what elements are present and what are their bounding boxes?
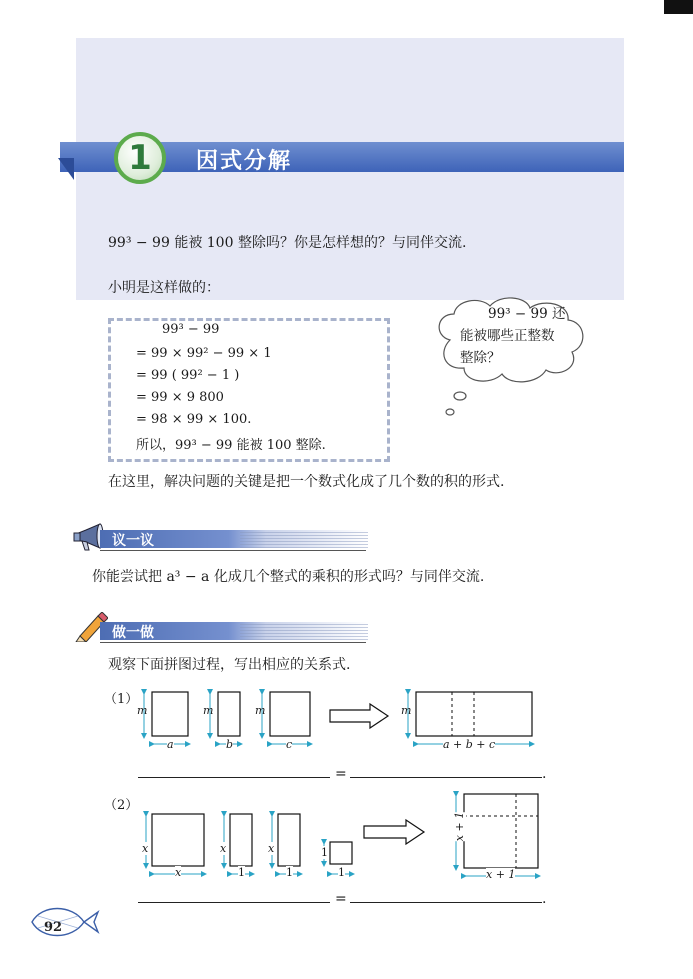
calc-line: 99³ − 99 bbox=[162, 322, 220, 337]
dim-m: m bbox=[255, 704, 266, 717]
dim-1: 1 bbox=[321, 846, 328, 859]
activity-title: 做一做 bbox=[112, 625, 154, 641]
intro-question bbox=[108, 234, 466, 252]
dim-x-plus-1: x + 1 bbox=[486, 868, 516, 881]
dim-x: x bbox=[268, 842, 275, 855]
figure-1-label: （1） bbox=[104, 692, 139, 707]
intro-question-text: 99³ − 99 能被 100 整除吗？你是怎样想的？与同伴交流. bbox=[108, 235, 467, 251]
dim-m: m bbox=[203, 704, 214, 717]
answer-blank-left[interactable] bbox=[138, 902, 330, 903]
answer-blank-right[interactable] bbox=[350, 777, 542, 778]
xiaoming-text: 小明是这样做的： bbox=[108, 280, 220, 296]
dim-a-b-c: a + b + c bbox=[443, 738, 496, 751]
bubble-line: 99³ − 99 还 bbox=[488, 306, 566, 322]
dim-x: x bbox=[142, 842, 149, 855]
dim-1: 1 bbox=[238, 866, 245, 879]
section-number-badge: 1 bbox=[114, 132, 166, 184]
page-number: 92 bbox=[44, 920, 63, 935]
dim-1: 1 bbox=[286, 866, 293, 879]
answer-blank-left[interactable] bbox=[138, 777, 330, 778]
summary-text: 在这里，解决问题的关键是把一个数式化成了几个数的积的形式. bbox=[108, 474, 505, 490]
dim-b: b bbox=[226, 738, 234, 751]
answer-blank-right[interactable] bbox=[350, 902, 542, 903]
corner-mark bbox=[664, 0, 693, 14]
discuss-text: 你能尝试把 a³ − a 化成几个整式的乘积的形式吗？与同伴交流. bbox=[92, 569, 485, 585]
discuss-header-hatch bbox=[240, 530, 368, 548]
calc-line: = 99 × 9 800 bbox=[136, 390, 224, 405]
activity-underline bbox=[100, 642, 366, 643]
section-title: 因式分解 bbox=[196, 149, 293, 174]
calc-line: = 99 ( 99² − 1 ) bbox=[136, 368, 240, 383]
dim-c: c bbox=[286, 738, 293, 751]
dim-x: x bbox=[220, 842, 227, 855]
title-fold bbox=[58, 158, 74, 180]
dim-m: m bbox=[401, 704, 412, 717]
dim-1: 1 bbox=[338, 866, 345, 879]
calc-line: = 99 × 99² − 99 × 1 bbox=[136, 346, 272, 361]
dim-a: a bbox=[167, 738, 174, 751]
period: . bbox=[542, 766, 547, 782]
equals-sign: = bbox=[335, 891, 347, 907]
calc-line: = 98 × 99 × 100. bbox=[136, 412, 252, 427]
dim-x-plus-1: x + 1 bbox=[453, 811, 467, 842]
activity-header-hatch bbox=[240, 622, 368, 640]
bubble-line: 整除？ bbox=[460, 350, 501, 366]
figure-2-label: （2） bbox=[104, 798, 139, 813]
discuss-underline bbox=[100, 550, 366, 551]
dim-m: m bbox=[137, 704, 148, 717]
fish-ornament-icon bbox=[28, 900, 100, 944]
bubble-line: 能被哪些正整数 bbox=[460, 328, 555, 344]
period: . bbox=[542, 891, 547, 907]
activity-text: 观察下面拼图过程，写出相应的关系式. bbox=[108, 657, 351, 673]
discuss-title: 议一议 bbox=[112, 533, 154, 549]
dim-x: x bbox=[175, 866, 182, 879]
equals-sign: = bbox=[335, 766, 347, 782]
calc-line: 所以，99³ − 99 能被 100 整除. bbox=[136, 438, 326, 453]
